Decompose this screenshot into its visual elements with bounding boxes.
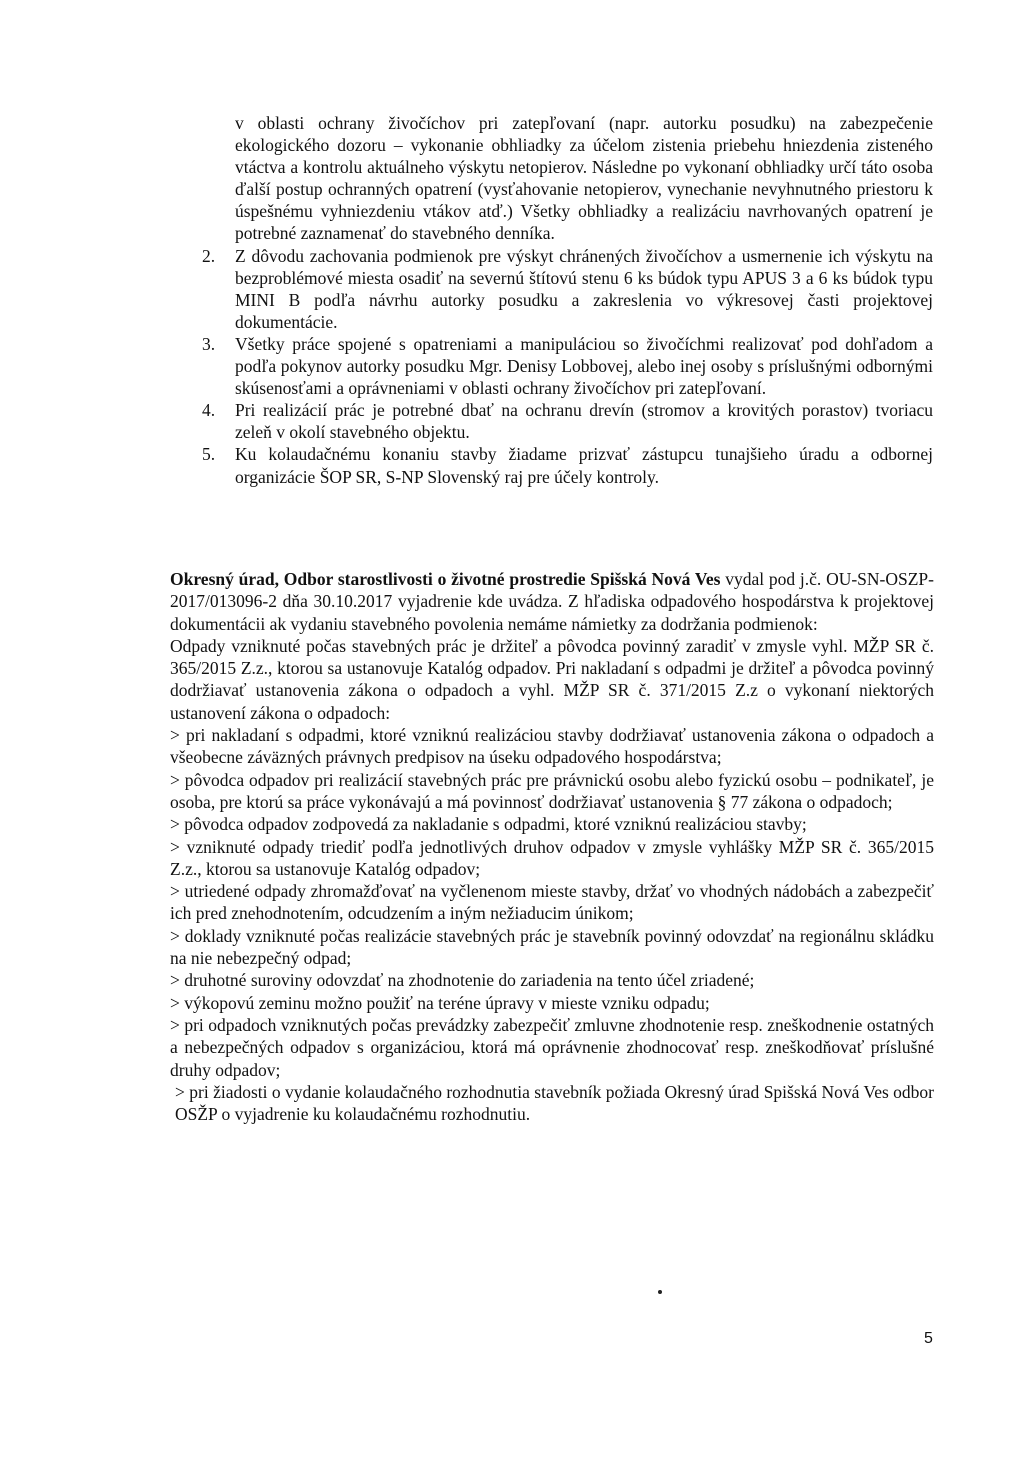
intro-paragraph: v oblasti ochrany živočíchov pri zatepľovaní (napr. autorku posudku) na zabezpečenie ekologického dozoru – vykonanie obhliadky za účelom zistenia priebehu hniezdenia zisteného vtáctva a kontrolu aktuálneho výskytu netopierov. Následne po vykonaní obhliadky určí táto osoba ďalší postup ochranných opatrení (vysťahovanie netopierov, vynechanie nevyhnutného priestoru k úspešnému vyhniezdeniu vtákov atď.) Všetky obhliadky a realizáciu navrhovaných opatrení je potrebné zaznamenať do stavebného denníka. [235, 113, 933, 244]
page-number: 5 [924, 1330, 933, 1347]
bullet-item: > pôvodca odpadov pri realizácií stavebných prác pre právnickú osobu alebo fyzickú osobu – podnikateľ, je osoba, pre ktorú sa práce vykonávajú a má povinnosť dodržiavať ustanovenia § 77 zákona o odpadoch; [170, 769, 934, 812]
item-number: 4. [202, 400, 216, 421]
waste-section [170, 568, 934, 1125]
bullet-item: > pri nakladaní s odpadmi, ktoré vzniknú realizáciou stavby dodržiavať ustanovenia zákona o odpadoch a všeobecne záväzných právnych predpisov na úseku odpadového hospodárstva; [170, 725, 934, 768]
list-item [202, 443, 933, 487]
item-text: Všetky práce spojené s opatreniami a manipuláciou so živočíchmi realizovať pod dohľadom a podľa pokynov autorky posudku Mgr. Denisy Lobbovej, alebo inej osoby s príslušnými odbornými skúsenosťami a oprávneniami v oblasti ochrany živočíchov pri zatepľovaní. [235, 333, 933, 399]
item-number: 3. [202, 333, 216, 354]
list-item [202, 333, 933, 399]
list-item [202, 399, 933, 443]
bullet-item: > pri odpadoch vzniknutých počas prevádzky zabezpečiť zmluvne zhodnotenie resp. zneškodnenie ostatných a nebezpečných odpadov s organizáciou, ktorá má oprávnenie zhodnocovať resp. zneškodňovať príslušné druhy odpadov; [170, 1014, 934, 1080]
authority-name: Okresný úrad, Odbor starostlivosti o životné prostredie Spišská Nová Ves [170, 569, 721, 589]
bullet-item: > utriedené odpady zhromažďovať na vyčlenenom mieste stavby, držať vo vhodných nádobách a zabezpečiť ich pred znehodnotením, odcudzením a iným nežiaducim únikom; [170, 881, 934, 924]
item-text: Pri realizácií prác je potrebné dbať na ochranu drevín (stromov a krovitých porastov) tvoriacu zeleň v okolí stavebného objektu. [235, 400, 933, 443]
list-item [202, 245, 933, 333]
item-text: Z dôvodu zachovania podmienok pre výskyt chránených živočíchov a usmernenie ich výskytu na bezproblémové miesta osadiť na severnú štítovú stenu 6 ks búdok typu APUS 3 a 6 ks búdok typu MINI B podľa návrhu autorky posudku a zakreslenia vo výkresovej časti projektovej dokumentácie. [235, 245, 933, 332]
authority-paragraph [170, 568, 934, 635]
item-number: 2. [202, 245, 216, 266]
item-text: Ku kolaudačnému konaniu stavby žiadame prizvať zástupcu tunajšieho úradu a odbornej organizácie ŠOP SR, S-NP Slovenský raj pre účely kontroly. [235, 444, 933, 487]
item-number: 5. [202, 444, 216, 465]
bullet-item: > doklady vzniknuté počas realizácie stavebných prác je stavebník povinný odovzdať na regionálnu skládku na nie nebezpečný odpad; [170, 925, 934, 969]
bullet-item: > druhotné suroviny odovzdať na zhodnotenie do zariadenia na tento účel zriadené; [170, 970, 755, 991]
bullet-item: > pri žiadosti o vydanie kolaudačného rozhodnutia stavebník požiada Okresný úrad Spišská Nová Ves odbor OSŽP o vyjadrenie ku kolaudačnému rozhodnutiu. [175, 1081, 934, 1125]
bullet-item: > vzniknuté odpady triediť podľa jednotlivých druhov odpadov v zmysle vyhlášky MŽP SR č. 365/2015 Z.z., ktorou sa ustanovuje Katalóg odpadov; [170, 836, 934, 879]
waste-paragraph: Odpady vzniknuté počas stavebných prác je držiteľ a pôvodca povinný zaradiť v zmysle vyhl. MŽP SR č. 365/2015 Z.z., ktorou sa ustanovuje Katalóg odpadov. Pri nakladaní s odpadmi je držiteľ a pôvodca povinný dodržiavať ustanovenia zákona o odpadoch a vyhl. MŽP SR č. 371/2015 Z.z o vykonaní niektorých ustanovení zákona o odpadoch: [170, 635, 934, 723]
bullet-item: > výkopovú zeminu možno použiť na teréne úpravy v mieste vzniku odpadu; [170, 992, 710, 1013]
stray-dot [658, 1290, 662, 1294]
bullet-item: > pôvodca odpadov zodpovedá za nakladanie s odpadmi, ktoré vzniknú realizáciou stavby; [170, 814, 807, 835]
conditions-list [202, 112, 933, 488]
authority-statement: vydal pod j.č. OU-SN-OSZP-2017/013096-2 dňa 30.10.2017 vyjadrenie kde uvádza. Z hľadiska odpadového hospodárstva k projektovej dokumentácii ak vydaniu stavebného povolenia nemáme námietky za dodržania podmienok: [170, 569, 934, 634]
